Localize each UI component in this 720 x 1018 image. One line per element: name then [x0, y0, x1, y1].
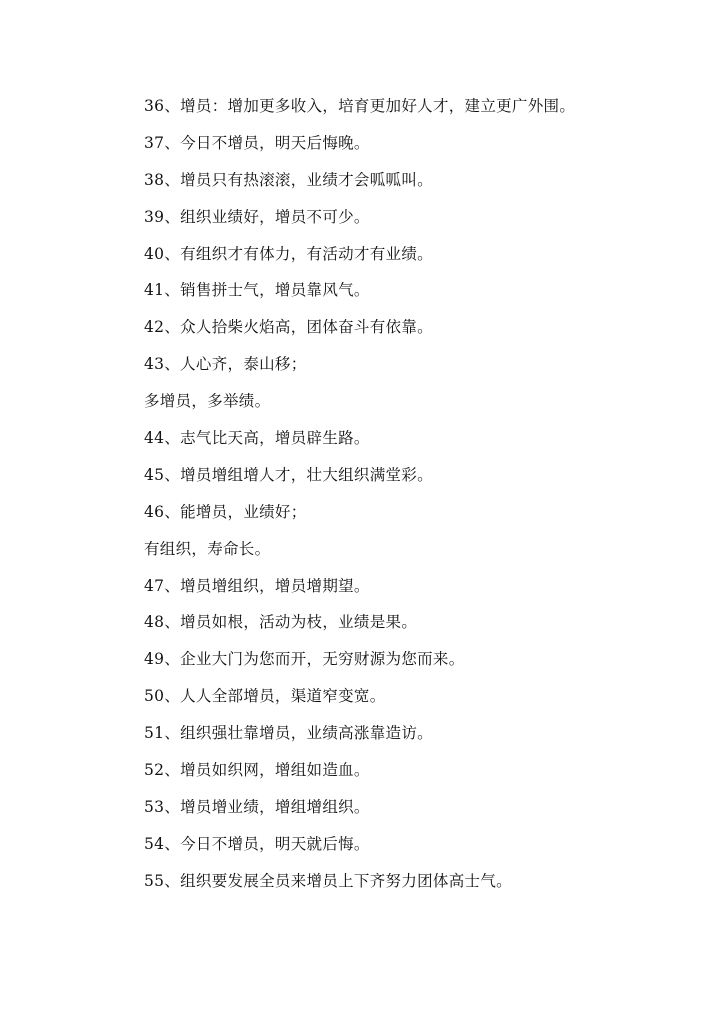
- slogan-line-continuation: 多增员，多举绩。: [144, 392, 271, 411]
- slogan-line: 50、人人全部增员，渠道窄变宽。: [144, 687, 386, 706]
- slogan-line: 46、能增员，业绩好；: [144, 502, 307, 521]
- slogan-line: 55、组织要发展全员来增员上下齐努力团体高士气。: [144, 871, 512, 890]
- slogan-line: 42、众人拾柴火焰高，团体奋斗有依靠。: [144, 318, 433, 337]
- slogan-line: 36、增员：增加更多收入，培育更加好人才，建立更广外围。: [144, 97, 576, 115]
- slogan-line: 38、增员只有热滚滚，业绩才会呱呱叫。: [144, 170, 433, 189]
- slogan-list: [144, 92, 664, 904]
- slogan-line: 51、组织强壮靠增员，业绩高涨靠造访。: [144, 724, 433, 743]
- slogan-line: 53、增员增业绩，增组增组织。: [144, 797, 370, 816]
- slogan-line: 54、今日不增员，明天就后悔。: [144, 834, 370, 853]
- slogan-line: 47、增员增组织，增员增期望。: [144, 576, 370, 595]
- slogan-line: 41、销售拼士气，增员靠风气。: [144, 281, 370, 300]
- slogan-line: 49、企业大门为您而开，无穷财源为您而来。: [144, 650, 465, 669]
- slogan-line: 39、组织业绩好，增员不可少。: [144, 207, 370, 226]
- slogan-line: 40、有组织才有体力，有活动才有业绩。: [144, 244, 433, 263]
- slogan-line: 43、人心齐，泰山移；: [144, 355, 307, 374]
- slogan-line-continuation: 有组织，寿命长。: [144, 539, 271, 558]
- slogan-line: 52、增员如织网，增组如造血。: [144, 761, 370, 780]
- slogan-line: 44、志气比天高，增员辟生路。: [144, 429, 370, 448]
- slogan-line: 37、今日不增员，明天后悔晚。: [144, 133, 370, 152]
- slogan-line: 45、增员增组增人才，壮大组织满堂彩。: [144, 465, 433, 484]
- slogan-line: 48、增员如根，活动为枝，业绩是果。: [144, 613, 418, 632]
